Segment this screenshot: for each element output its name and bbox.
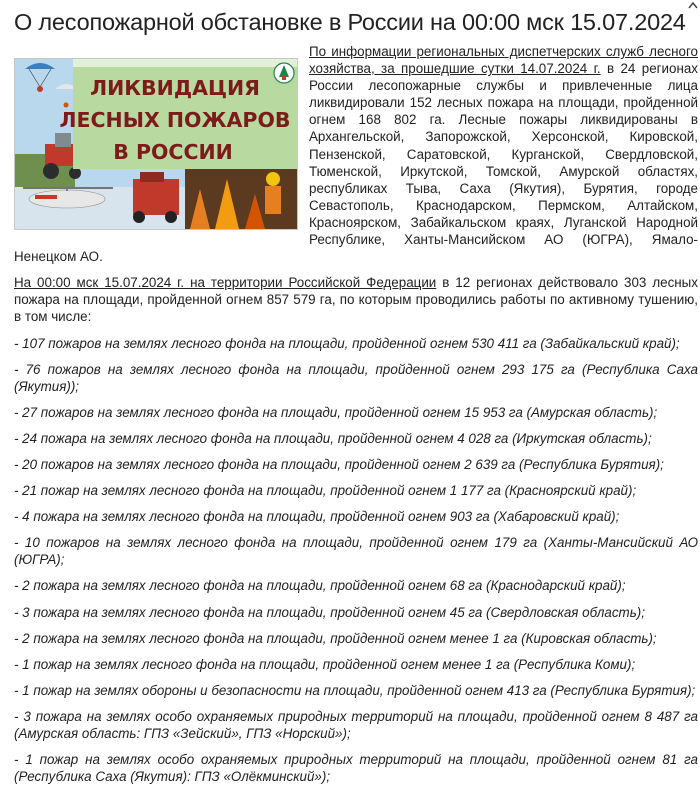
banner-title-line-3: В РОССИИ bbox=[113, 140, 233, 164]
article-body bbox=[14, 43, 698, 785]
list-item: - 1 пожар на землях лесного фонда на площади, пройденной огнем менее 1 га (Республика Коми); bbox=[14, 656, 698, 673]
emblem-icon bbox=[274, 63, 294, 83]
list-item: - 27 пожаров на землях лесного фонда на площади, пройденной огнем 15 953 га (Амурская область); bbox=[14, 404, 698, 421]
list-item: - 10 пожаров на землях лесного фонда на площади, пройденной огнем 179 га (Ханты-Мансийский АО (ЮГРА); bbox=[14, 534, 698, 568]
list-item: - 3 пожара на землях лесного фонда на площади, пройденной огнем 45 га (Свердловская область); bbox=[14, 604, 698, 621]
page-title: О лесопожарной обстановке в России на 00:00 мск 15.07.2024 bbox=[14, 9, 686, 36]
intro-paragraph-2 bbox=[14, 274, 698, 325]
scroll-up-icon[interactable] bbox=[688, 0, 698, 10]
list-item: - 21 пожар на землях лесного фонда на площади, пройденной огнем 1 177 га (Красноярский край); bbox=[14, 482, 698, 499]
intro-2-lead: На 00:00 мск 15.07.2024 г. на территории Российской Федерации bbox=[14, 275, 436, 290]
list-item: - 3 пожара на землях особо охраняемых природных территорий на площади, пройденной огнем 8 487 га (Амурская область: ГПЗ «Зейский», ГПЗ «Норский»); bbox=[14, 708, 698, 742]
list-item: - 4 пожара на землях лесного фонда на площади, пройденной огнем 903 га (Хабаровский край); bbox=[14, 508, 698, 525]
banner-title-line-2: ЛЕСНЫХ ПОЖАРОВ bbox=[59, 108, 290, 132]
list-item: - 1 пожар на землях особо охраняемых природных территорий на площади, пройденной огнем 81 га (Республика Саха (Якутия): ГПЗ «Олёкминский»); bbox=[14, 751, 698, 785]
intro-1-lead: По информации региональных диспетчерских служб лесного хозяйства, за прошедшие сутки 14.07.2024 г. bbox=[309, 44, 698, 76]
banner-title-line-1: ЛИКВИДАЦИЯ bbox=[90, 76, 260, 100]
list-item: - 76 пожаров на землях лесного фонда на площади, пройденной огнем 293 175 га (Республика Саха (Якутия)); bbox=[14, 361, 698, 395]
intro-2-text: в 12 регионах действовало 303 лесных пожара на площади, пройденной огнем 857 579 га, по которым проводились работы по активному тушению, в том числе: bbox=[14, 275, 698, 324]
banner-illustration bbox=[15, 59, 297, 229]
list-item: - 24 пожара на землях лесного фонда на площади, пройденной огнем 4 028 га (Иркутская область); bbox=[14, 430, 698, 447]
list-item: - 2 пожара на землях лесного фонда на площади, пройденной огнем менее 1 га (Кировская область); bbox=[14, 630, 698, 647]
list-item: - 1 пожар на землях обороны и безопасности на площади, пройденной огнем 413 га (Республика Бурятия); bbox=[14, 682, 698, 699]
fire-list bbox=[14, 335, 698, 785]
intro-1-text: в 24 регионах России лесопожарные службы и привлеченные лица ликвидировали 152 лесных пожара на площади, пройденной огнем 168 802 га. Лесные пожары ликвидированы в Архангельской, Запорожской, Херсонской, Кировской, Пензенской, Саратовской, Курганской, Свердловской, Тюменской, Иркутской, Томской, Амурской областях, республиках Тыва, Саха (Якутия), Бурятия, городе Севастополь, Краснодарском, Пермском, Алтайском, Красноярском, Забайкальском краях, Луганской Народной Республике, Ханты-Мансийском АО (ЮГРА), Ямало-Ненецком АО. bbox=[14, 61, 698, 264]
list-item: - 2 пожара на землях лесного фонда на площади, пройденной огнем 68 га (Краснодарский край); bbox=[14, 577, 698, 594]
list-item: - 20 пожаров на землях лесного фонда на площади, пройденной огнем 2 639 га (Республика Бурятия); bbox=[14, 456, 698, 473]
list-item: - 107 пожаров на землях лесного фонда на площади, пройденной огнем 530 411 га (Забайкальский край); bbox=[14, 335, 698, 352]
banner-image bbox=[14, 58, 298, 230]
